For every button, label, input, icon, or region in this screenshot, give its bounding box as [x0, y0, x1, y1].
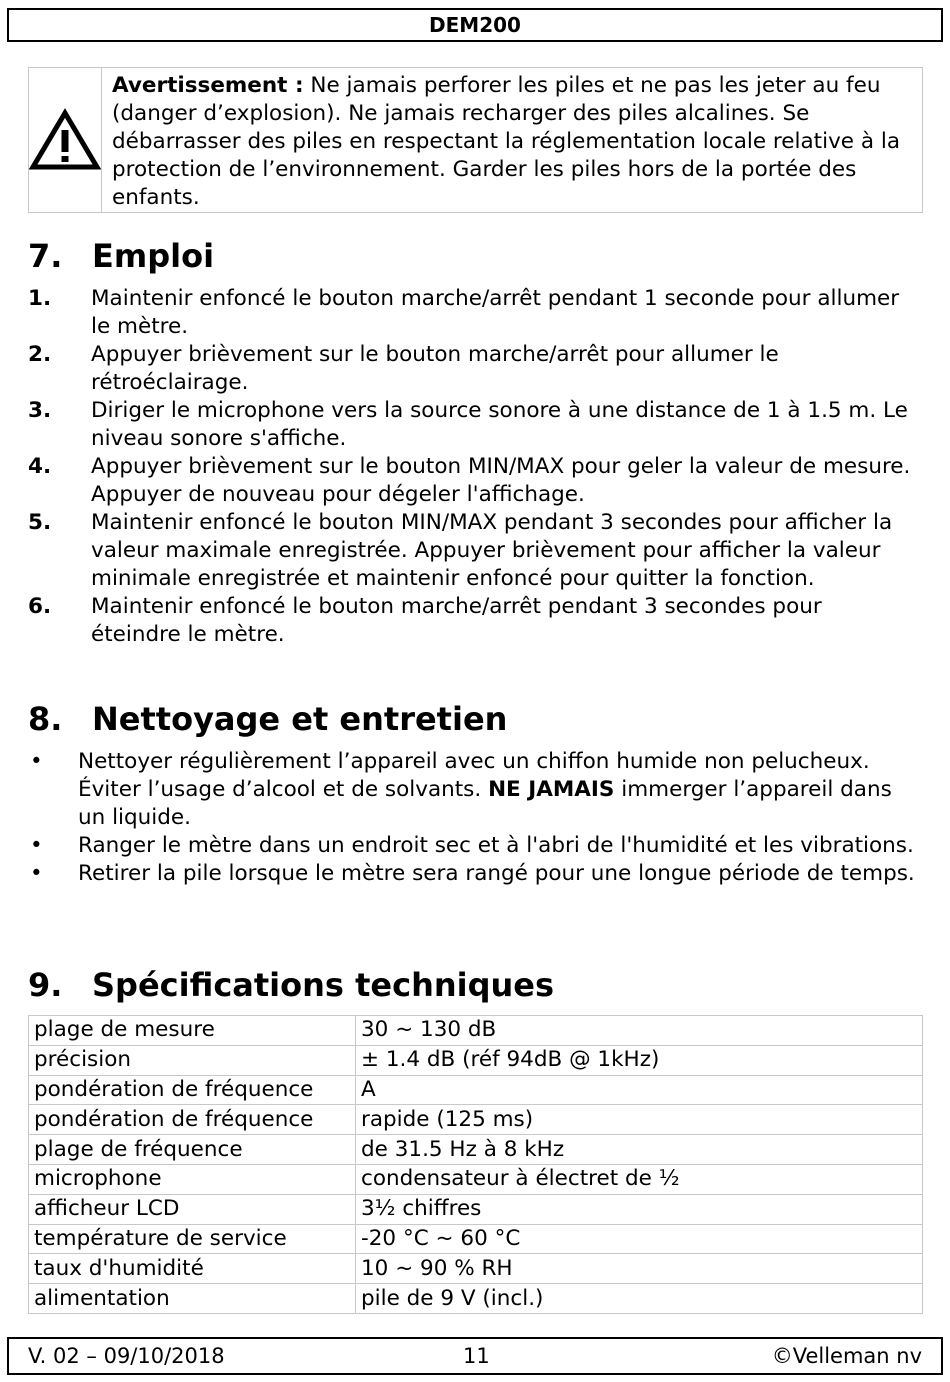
footer-copyright: ©Velleman nv: [771, 1344, 922, 1368]
item-text: Ranger le mètre dans un endroit sec et à l'abri de l'humidité et les vibrations.: [78, 833, 914, 858]
section-8-title: Nettoyage et entretien: [92, 700, 508, 738]
page-header: [7, 8, 943, 42]
spec-key: afficheur LCD: [29, 1194, 356, 1224]
step-number: 3.: [28, 398, 52, 423]
section-9-title: Spécifications techniques: [92, 966, 555, 1004]
usage-steps-list: [28, 285, 918, 649]
spec-key: microphone: [29, 1164, 356, 1194]
spec-key: plage de mesure: [29, 1016, 356, 1046]
list-item: [28, 832, 918, 860]
step-text: Maintenir enfoncé le bouton marche/arrêt pendant 1 seconde pour allumer le mètre.: [91, 286, 900, 339]
footer-page-number: 11: [463, 1344, 490, 1368]
bullet: •: [30, 749, 43, 774]
list-item: [28, 285, 918, 341]
list-item: [28, 341, 918, 397]
spec-value: 30 ~ 130 dB: [356, 1016, 923, 1046]
spec-value: 10 ~ 90 % RH: [356, 1254, 923, 1284]
warning-label: Avertissement :: [112, 73, 304, 98]
warning-body: Ne jamais perforer les piles et ne pas les jeter au feu (danger d’explosion). Ne jamais recharger des piles alcalines. Se débarrasser des piles en respectant la réglementation locale relative à la protection de l’environnement. Garder les piles hors de la portée des enfants.: [112, 73, 901, 210]
list-item: [28, 397, 918, 453]
section-7-heading: [28, 236, 214, 276]
table-row: [29, 1135, 923, 1165]
step-number: 5.: [28, 510, 52, 535]
spec-value: A: [356, 1075, 923, 1105]
warning-text: [102, 68, 922, 212]
table-row: [29, 1045, 923, 1075]
step-text: Appuyer brièvement sur le bouton marche/arrêt pour allumer le rétroéclairage.: [91, 342, 779, 395]
bullet: •: [30, 833, 43, 858]
spec-value: rapide (125 ms): [356, 1105, 923, 1135]
step-number: 6.: [28, 594, 52, 619]
spec-key: pondération de fréquence: [29, 1075, 356, 1105]
spec-value: -20 °C ~ 60 °C: [356, 1224, 923, 1254]
list-item: [28, 509, 918, 593]
footer-version: V. 02 – 09/10/2018: [28, 1344, 225, 1368]
section-8-heading: [28, 699, 507, 739]
spec-key: taux d'humidité: [29, 1254, 356, 1284]
table-row: [29, 1254, 923, 1284]
step-number: 4.: [28, 454, 52, 479]
header-title: DEM200: [429, 13, 521, 37]
item-text: immerger l’appareil dans un liquide.: [78, 777, 892, 830]
item-text: Nettoyer régulièrement l’appareil avec un chiffon humide non pelucheux. Éviter l’usage d’alcool et de solvants.: [78, 749, 870, 802]
list-item: [28, 748, 918, 832]
spec-value: pile de 9 V (incl.): [356, 1284, 923, 1314]
spec-key: précision: [29, 1045, 356, 1075]
section-9-number: 9.: [28, 966, 63, 1004]
spec-value: ± 1.4 dB (réf 94dB @ 1kHz): [356, 1045, 923, 1075]
list-item: [28, 453, 918, 509]
section-9-heading: [28, 965, 554, 1005]
step-number: 2.: [28, 342, 52, 367]
table-row: [29, 1164, 923, 1194]
page-footer: [7, 1337, 943, 1375]
bullet: •: [30, 861, 43, 886]
section-7-number: 7.: [28, 237, 63, 275]
table-row: [29, 1105, 923, 1135]
section-7-title: Emploi: [92, 237, 215, 275]
table-row: [29, 1224, 923, 1254]
spec-key: plage de fréquence: [29, 1135, 356, 1165]
spec-key: température de service: [29, 1224, 356, 1254]
step-number: 1.: [28, 286, 52, 311]
table-row: [29, 1075, 923, 1105]
table-row: [29, 1284, 923, 1314]
spec-table: [28, 1015, 923, 1314]
maintenance-list: [28, 748, 918, 888]
warning-triangle-icon: [29, 108, 101, 172]
warning-icon-cell: [29, 68, 102, 212]
step-text: Diriger le microphone vers la source sonore à une distance de 1 à 1.5 m. Le niveau sonore s'affiche.: [91, 398, 908, 451]
item-emphasis: NE JAMAIS: [488, 777, 615, 802]
section-8-number: 8.: [28, 700, 63, 738]
item-text: Retirer la pile lorsque le mètre sera rangé pour une longue période de temps.: [78, 861, 915, 886]
table-row: [29, 1016, 923, 1046]
list-item: [28, 860, 918, 888]
warning-box: [28, 67, 923, 213]
spec-value: de 31.5 Hz à 8 kHz: [356, 1135, 923, 1165]
spec-value: condensateur à électret de ½: [356, 1164, 923, 1194]
table-row: [29, 1194, 923, 1224]
step-text: Appuyer brièvement sur le bouton MIN/MAX pour geler la valeur de mesure. Appuyer de nouveau pour dégeler l'affichage.: [91, 454, 911, 507]
spec-key: pondération de fréquence: [29, 1105, 356, 1135]
spec-key: alimentation: [29, 1284, 356, 1314]
list-item: [28, 593, 918, 649]
step-text: Maintenir enfoncé le bouton marche/arrêt pendant 3 secondes pour éteindre le mètre.: [91, 594, 822, 647]
spec-value: 3½ chiffres: [356, 1194, 923, 1224]
step-text: Maintenir enfoncé le bouton MIN/MAX pendant 3 secondes pour afficher la valeur maximale enregistrée. Appuyer brièvement pour afficher la valeur minimale enregistrée et maintenir enfoncé pour quitter la fonction.: [91, 510, 893, 591]
